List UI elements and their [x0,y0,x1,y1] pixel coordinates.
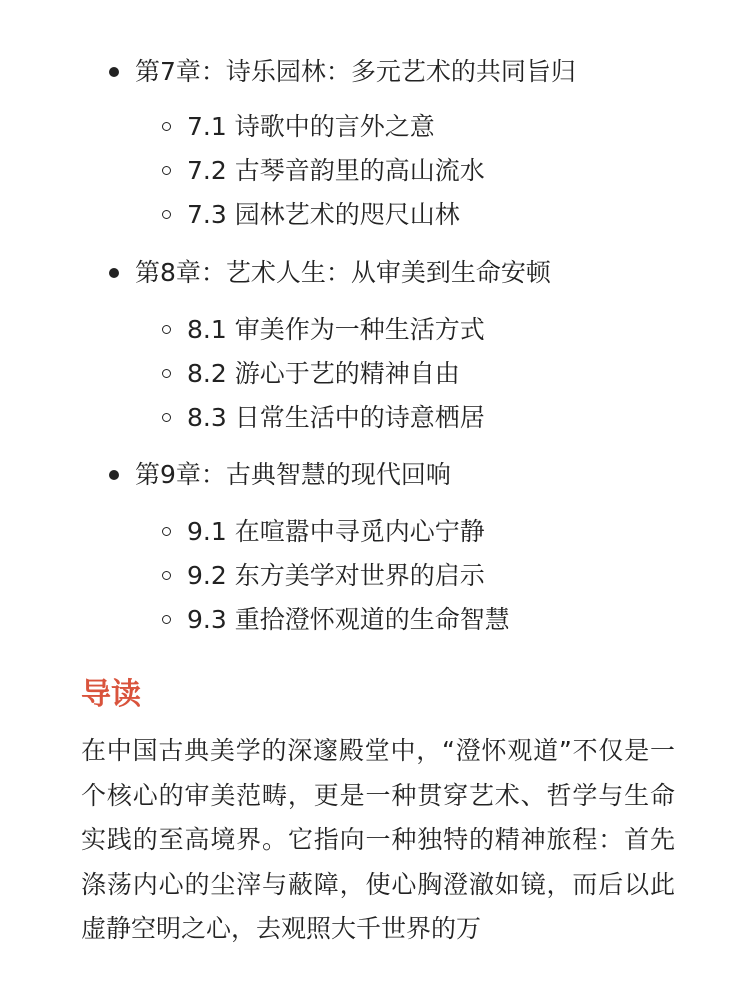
hollow-bullet-icon [162,210,171,219]
hollow-bullet-icon [162,122,171,131]
intro-heading: 导读 [81,677,141,712]
section-title: 7.2 古琴音韵里的高山流水 [187,156,485,185]
chapter-title: 第8章：艺术人生：从审美到生命安顿 [135,258,551,287]
filled-bullet-icon [109,67,119,77]
hollow-bullet-icon [162,325,171,334]
section-title: 7.1 诗歌中的言外之意 [187,112,435,141]
filled-bullet-icon [109,268,119,278]
hollow-bullet-icon [162,527,171,536]
hollow-bullet-icon [162,369,171,378]
hollow-bullet-icon [162,615,171,624]
hollow-bullet-icon [162,571,171,580]
intro-paragraph: 在中国古典美学的深邃殿堂中，“澄怀观道”不仅是一个核心的审美范畴，更是一种贯穿艺术、哲学与生命实践的至高境界。它指向一种独特的精神旅程：首先涤荡内心的尘滓与蔽障，使心胸澄澈如镜，而后以此虚静空明之心，去观照大千世界的万 [81,736,675,943]
chapter-title: 第7章：诗乐园林：多元艺术的共同旨归 [135,57,576,86]
chapter-title: 第9章：古典智慧的现代回响 [135,460,451,489]
section-title: 8.2 游心于艺的精神自由 [187,359,460,388]
filled-bullet-icon [109,470,119,480]
section-title: 9.2 东方美学对世界的启示 [187,561,485,590]
hollow-bullet-icon [162,166,171,175]
section-title: 8.3 日常生活中的诗意栖居 [187,403,485,432]
section-title: 8.1 审美作为一种生活方式 [187,315,485,344]
section-title: 7.3 园林艺术的咫尺山林 [187,200,460,229]
hollow-bullet-icon [162,413,171,422]
section-title: 9.1 在喧嚣中寻觅内心宁静 [187,517,485,546]
section-title: 9.3 重拾澄怀观道的生命智慧 [187,605,510,634]
